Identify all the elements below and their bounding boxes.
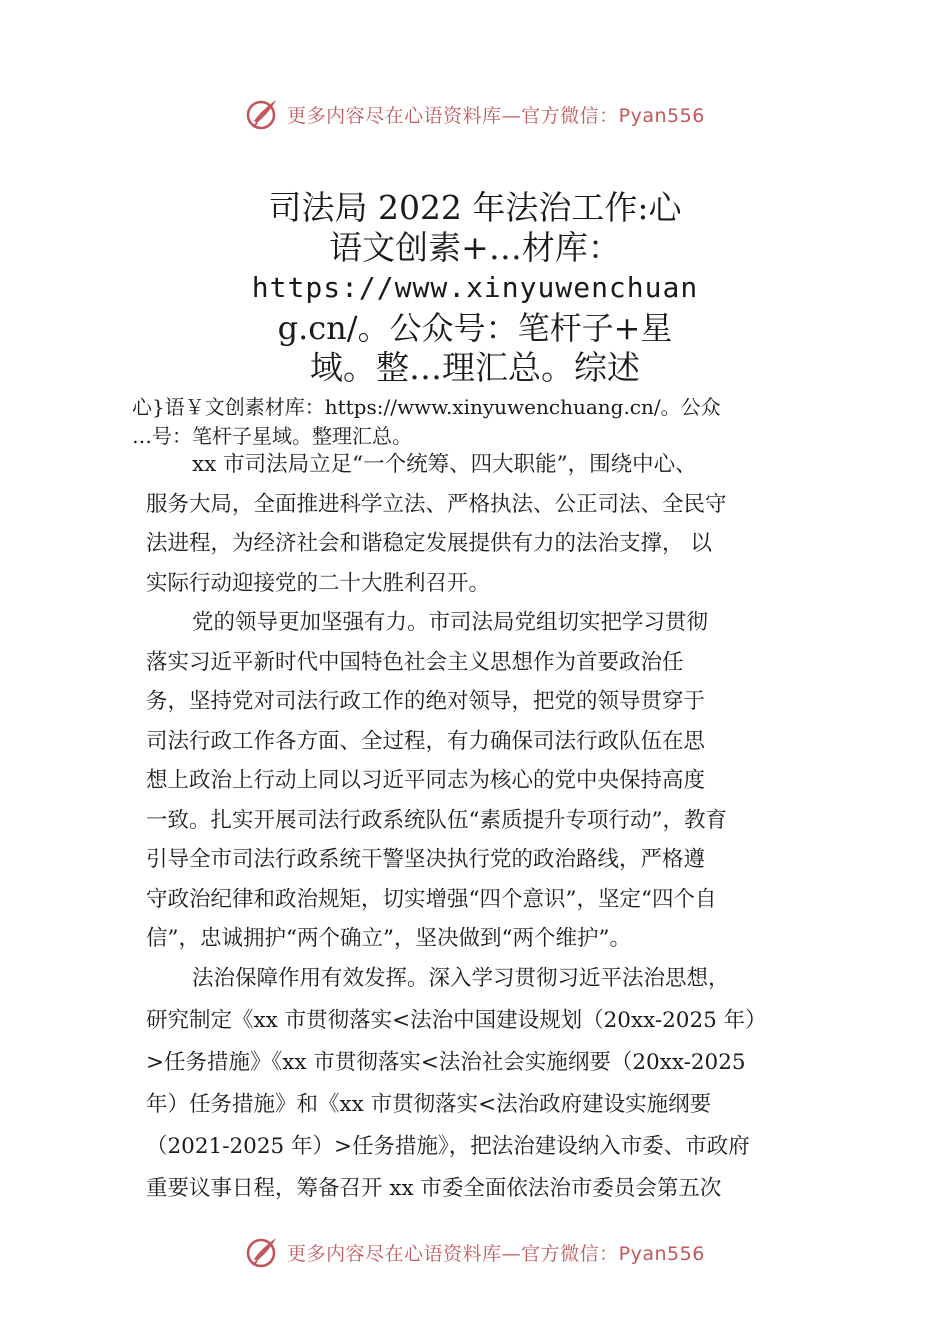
quill-logo-icon [245,96,281,132]
quill-logo-icon [245,1234,281,1270]
text-line: 年）任务措施》和《xx 市贯彻落实<法治政府建设实施纲要 [146,1092,712,1117]
title-line: g.cn/。公众号：笔杆子+星 [277,309,673,347]
title-line: 域。整…理汇总。综述 [310,348,640,387]
paragraph-party-leadership [146,603,816,959]
subtitle-line: 心}语￥文创素材库：https://www.xinyuwenchuang.cn/。公众 [132,395,721,419]
text-line: 守政治纪律和政治规矩，切实增强“四个意识”，坚定“四个自 [146,886,717,912]
banner-text: 更多内容尽在心语资料库—官方微信：Pyan556 [287,104,705,127]
wechat-id: Pyan556 [618,104,705,127]
text-line: 司法行政工作各方面、全过程，有力确保司法行政队伍在思 [146,728,706,754]
text-line: 重要议事日程，筹备召开 xx 市委全面依法治市委员会第五次 [146,1176,722,1201]
text-line: 落实习近平新时代中国特色社会主义思想作为首要政治任 [146,649,684,675]
text-line: 研究制定《xx 市贯彻落实<法治中国建设规划（20xx-2025 年） [146,1008,767,1033]
banner-text: 更多内容尽在心语资料库—官方微信：Pyan556 [287,1242,705,1265]
text-line: 实际行动迎接党的二十大胜利召开。 [146,570,491,596]
text-line: 服务大局，全面推进科学立法、严格执法、公正司法、全民守 [146,491,727,517]
text-line: 想上政治上行动上同以习近平同志为核心的党中央保持高度 [146,768,706,793]
text-line: 党的领导更加坚强有力。市司法局党组切实把学习贯彻 [192,610,709,635]
title-line: 司法局 2022 年法治工作:心 [268,188,682,227]
text-line: xx 市司法局立足“一个统筹、四大职能”，围绕中心、 [192,452,697,477]
title-line: https://www.xinyuwenchuan [251,271,699,304]
text-line: （2021-2025 年）>任务措施》，把法治建设纳入市委、市政府 [146,1134,750,1159]
text-line: 信”，忠诚拥护“两个确立”，坚决做到“两个维护”。 [146,926,631,951]
paragraph-rule-of-law [146,958,816,1210]
header-banner [0,92,950,136]
subtitle-line: …号：笔杆子星域。整理汇总。 [132,424,412,448]
footer-banner [0,1230,950,1274]
title-line: 语文创素+…材库： [329,228,621,267]
subtitle [132,393,852,451]
text-line: 引导全市司法行政系统干警坚决执行党的政治路线，严格遵 [146,847,706,872]
text-line: 务，坚持党对司法行政工作的绝对领导，把党的领导贯穿于 [146,689,706,714]
document-title [175,188,775,388]
text-line: 法治保障作用有效发挥。深入学习贯彻习近平法治思想， [192,966,730,991]
text-line: 法进程，为经济社会和谐稳定发展提供有力的法治支撑， 以 [146,531,712,556]
text-line: 一致。扎实开展司法行政系统队伍“素质提升专项行动”，教育 [146,807,727,833]
wechat-id: Pyan556 [618,1242,705,1265]
paragraph-intro [146,445,816,603]
text-line: >任务措施》《xx 市贯彻落实<法治社会实施纲要（20xx-2025 [146,1050,746,1075]
